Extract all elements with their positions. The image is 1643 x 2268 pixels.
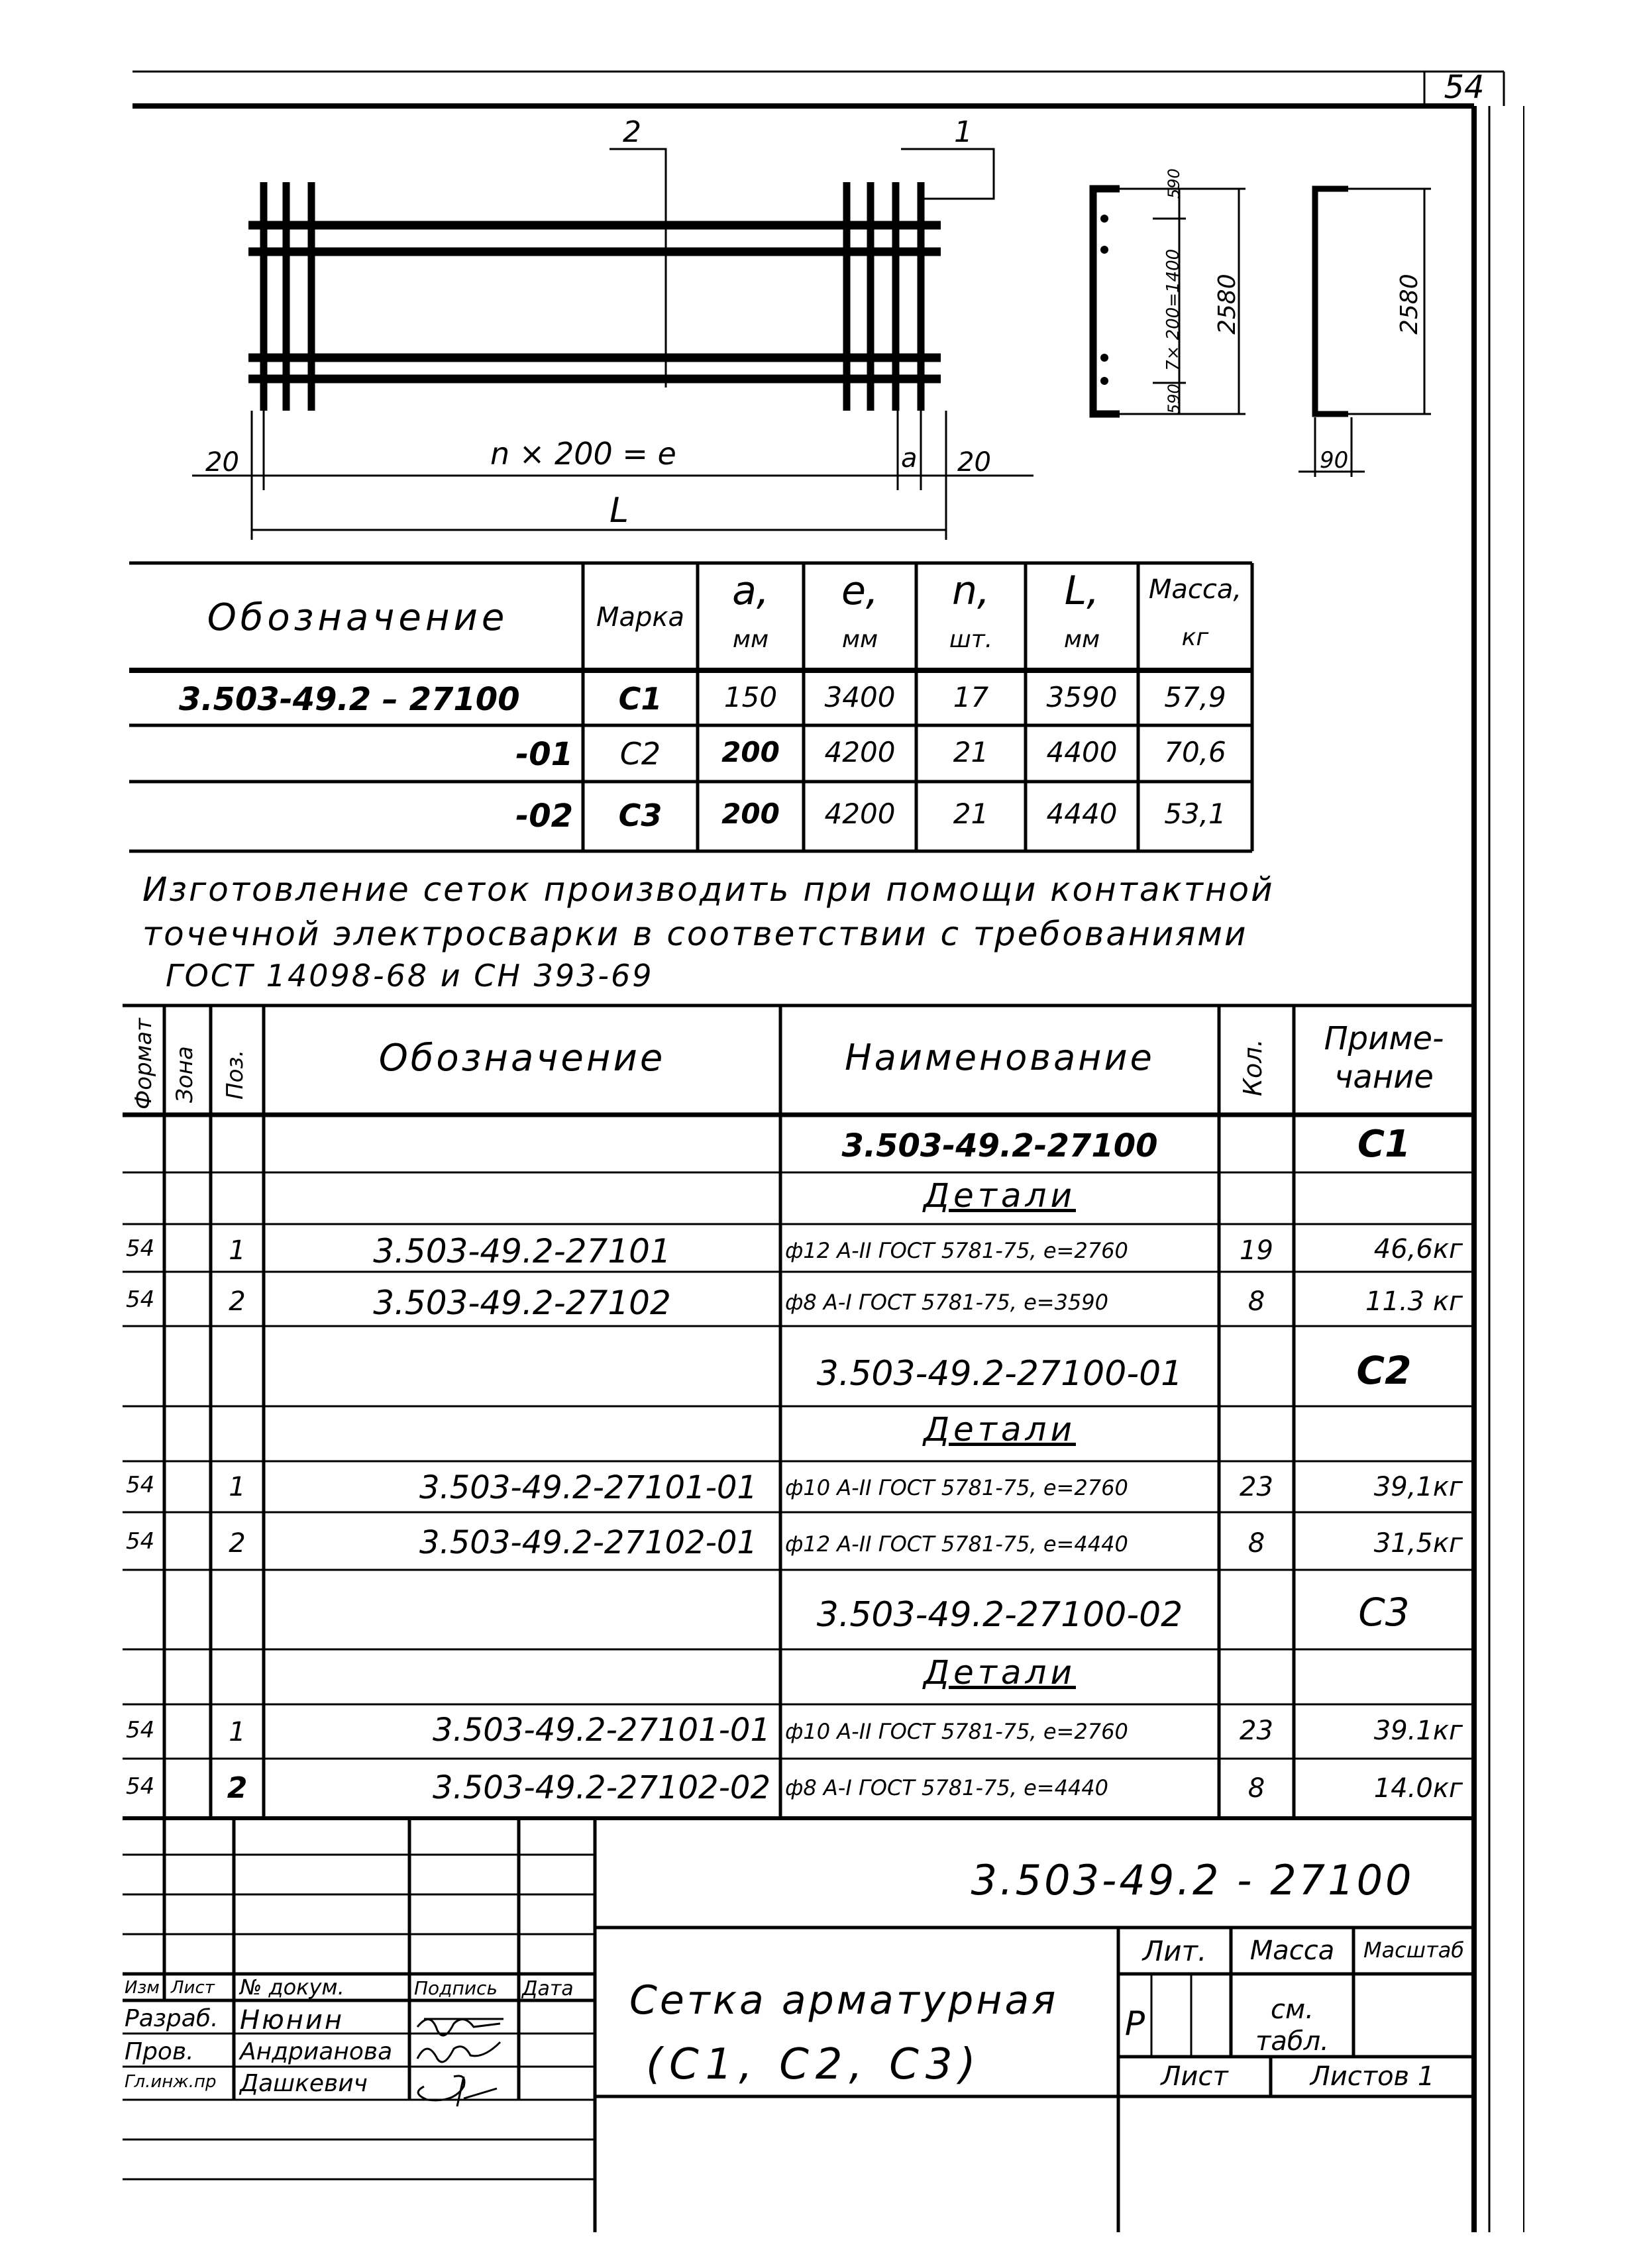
side1-middle-dim: 7× 200=1400: [1163, 248, 1183, 371]
spec-pos: 1: [229, 1472, 246, 1502]
param-header-mark: Марка: [596, 602, 685, 633]
spec-name: ф10 А-II ГОСТ 5781-75, e=2760: [785, 1475, 1128, 1500]
side1-overall-dim: 2580: [1214, 274, 1241, 335]
param-mass: 70,6: [1164, 736, 1226, 768]
spec-pos: 2: [229, 1528, 246, 1559]
param-n: 21: [953, 736, 989, 768]
dim-total-label: L: [610, 491, 629, 531]
spec-qty: 8: [1247, 1528, 1265, 1559]
param-designation: -01: [515, 736, 573, 773]
spec-designation: 3.503-49.2-27101-01: [432, 1712, 770, 1749]
param-n: 17: [953, 681, 989, 713]
tb-lit-value: Р: [1124, 2004, 1145, 2043]
param-L: 4440: [1046, 798, 1118, 830]
param-e: 4200: [824, 798, 896, 830]
dim-left-label: 20: [205, 447, 239, 478]
param-mass: 53,1: [1164, 798, 1226, 830]
spec-format: 54: [126, 1528, 155, 1555]
tb-name-developer: Нюнин: [240, 2005, 344, 2036]
spec-qty: 8: [1247, 1286, 1265, 1317]
spec-header-zone: Зона: [172, 1046, 198, 1103]
param-a: 200: [721, 736, 780, 768]
tb-sheets-label: Листов 1: [1310, 2061, 1435, 2092]
spec-format: 54: [126, 1235, 155, 1262]
position-label-2: 2: [623, 115, 641, 149]
param-n: 21: [953, 798, 989, 830]
param-header-n: n,: [951, 568, 990, 614]
tb-mass-label: Масса: [1249, 1935, 1335, 1966]
param-a: 200: [721, 798, 780, 830]
spec-note: С1: [1357, 1123, 1411, 1166]
tb-mass-value: см. табл.: [1255, 1994, 1329, 2057]
spec-name-section: Детали: [923, 1176, 1077, 1215]
note-line-1: Изготовление сеток производить при помощи контактной: [142, 870, 1275, 909]
spec-note: 46,6кг: [1373, 1234, 1463, 1264]
document-code: 3.503-49.2 - 27100: [971, 1856, 1414, 1904]
signature-chief: [418, 2076, 497, 2106]
tb-header-sign: Подпись: [414, 1977, 498, 1999]
param-header-designation: Обозначение: [207, 596, 509, 639]
drawing-title-line-1: Сетка арматурная: [629, 1977, 1059, 2024]
tb-header-list: Лист: [171, 1978, 215, 1998]
spec-format: 54: [126, 1286, 155, 1313]
spec-pos: 2: [229, 1286, 246, 1317]
spec-name-section: Детали: [923, 1653, 1077, 1692]
spec-designation: 3.503-49.2-27102: [373, 1284, 671, 1322]
spec-format: 54: [126, 1472, 155, 1498]
spec-name-section: Детали: [923, 1410, 1077, 1449]
spec-note: 31,5кг: [1373, 1528, 1463, 1559]
param-header-L-unit: мм: [1063, 626, 1100, 653]
note-line-2: точечной электросварки в соответствии с требованиями: [142, 915, 1248, 953]
side1-top-dim: 590: [1165, 168, 1183, 199]
spec-qty: 8: [1247, 1773, 1265, 1804]
spec-note: 11.3 кг: [1365, 1286, 1463, 1317]
spec-note: 39,1кг: [1373, 1472, 1463, 1502]
signature-developer: [417, 2019, 504, 2036]
spec-header-note: Приме- чание: [1324, 1020, 1444, 1096]
side2-overall-dim: 2580: [1396, 274, 1423, 335]
spec-format: 54: [126, 1773, 155, 1800]
spec-format: 54: [126, 1717, 155, 1743]
spec-designation: 3.503-49.2-27101: [373, 1232, 671, 1270]
param-e: 4200: [824, 736, 896, 768]
spec-pos: 1: [229, 1717, 246, 1747]
param-L: 4400: [1046, 736, 1118, 768]
spec-name: ф12 А-II ГОСТ 5781-75, e=2760: [785, 1238, 1128, 1263]
spec-name: ф8 А-I ГОСТ 5781-75, e=3590: [785, 1290, 1108, 1315]
param-header-e-unit: мм: [841, 626, 878, 653]
spec-name: 3.503-49.2-27100-01: [816, 1354, 1183, 1394]
spec-qty: 23: [1240, 1472, 1273, 1502]
dim-a-label: a: [901, 443, 918, 474]
param-designation: -02: [515, 798, 573, 835]
tb-name-chief-engineer: Дашкевич: [240, 2070, 368, 2097]
param-header-mass-unit: кг: [1181, 624, 1209, 651]
tb-name-checker: Андрианова: [240, 2038, 393, 2065]
spec-designation: 3.503-49.2-27102-02: [432, 1769, 770, 1806]
tb-scale-label: Масштаб: [1363, 1937, 1465, 1963]
param-mark: С1: [618, 681, 662, 717]
dim-middle-label: n × 200 = e: [490, 436, 676, 472]
spec-note: 14.0кг: [1373, 1773, 1463, 1804]
side2-bottom-dim: 90: [1320, 447, 1349, 474]
spec-header-qty: Кол.: [1238, 1039, 1267, 1096]
param-header-a-unit: мм: [732, 626, 769, 653]
spec-designation: 3.503-49.2-27101-01: [419, 1469, 757, 1506]
spec-qty: 23: [1240, 1716, 1273, 1746]
tb-role-chief-engineer: Гл.инж.пр: [125, 2072, 217, 2092]
signature-checker: [417, 2042, 500, 2062]
param-a: 150: [723, 681, 778, 713]
spec-qty: 19: [1240, 1235, 1273, 1266]
tb-header-izm: Изм: [125, 1978, 160, 1998]
param-L: 3590: [1046, 681, 1118, 713]
spec-note: 39.1кг: [1373, 1716, 1463, 1746]
spec-name: ф10 А-II ГОСТ 5781-75, e=2760: [785, 1719, 1128, 1744]
sheet-number: 54: [1444, 69, 1485, 106]
param-header-L: L,: [1064, 568, 1100, 614]
spec-pos: 1: [229, 1235, 246, 1266]
tb-role-developer: Разраб.: [125, 2005, 219, 2032]
spec-designation: 3.503-49.2-27102-01: [419, 1524, 757, 1561]
tb-lit-label: Лит.: [1142, 1935, 1207, 1967]
param-mark: С2: [619, 736, 661, 772]
note-line-3: ГОСТ 14098-68 и СН 393-69: [166, 958, 654, 994]
spec-name: ф12 А-II ГОСТ 5781-75, e=4440: [785, 1531, 1128, 1557]
param-header-a: a,: [732, 568, 769, 614]
param-mark: С3: [618, 798, 662, 833]
param-header-mass: Масса,: [1148, 574, 1242, 605]
tb-header-date: Дата: [522, 1977, 574, 2000]
tb-role-checker: Пров.: [125, 2038, 194, 2065]
param-mass: 57,9: [1164, 681, 1226, 713]
spec-header-format: Формат: [131, 1018, 157, 1109]
param-e: 3400: [824, 681, 896, 713]
param-header-e: e,: [841, 568, 878, 614]
spec-note: С2: [1356, 1348, 1412, 1393]
spec-header-pos: Поз.: [222, 1049, 248, 1100]
spec-name: ф8 А-I ГОСТ 5781-75, e=4440: [785, 1775, 1108, 1800]
position-label-1: 1: [954, 115, 973, 149]
spec-header-designation: Обозначение: [378, 1037, 666, 1080]
param-header-n-unit: шт.: [949, 626, 993, 653]
spec-name: 3.503-49.2-27100: [841, 1127, 1158, 1164]
side1-bottom-dim: 590: [1165, 384, 1183, 414]
drawing-title-line-2: (С1, С2, С3): [646, 2040, 982, 2089]
spec-note: С3: [1358, 1590, 1410, 1635]
tb-header-doc: № докум.: [240, 1975, 344, 2000]
param-designation: 3.503-49.2 – 27100: [179, 681, 520, 718]
tb-sheet-label: Лист: [1161, 2061, 1228, 2092]
spec-header-name: Наименование: [845, 1037, 1155, 1078]
dim-right-label: 20: [957, 447, 991, 478]
spec-name: 3.503-49.2-27100-02: [816, 1595, 1183, 1635]
spec-pos: 2: [227, 1771, 248, 1805]
